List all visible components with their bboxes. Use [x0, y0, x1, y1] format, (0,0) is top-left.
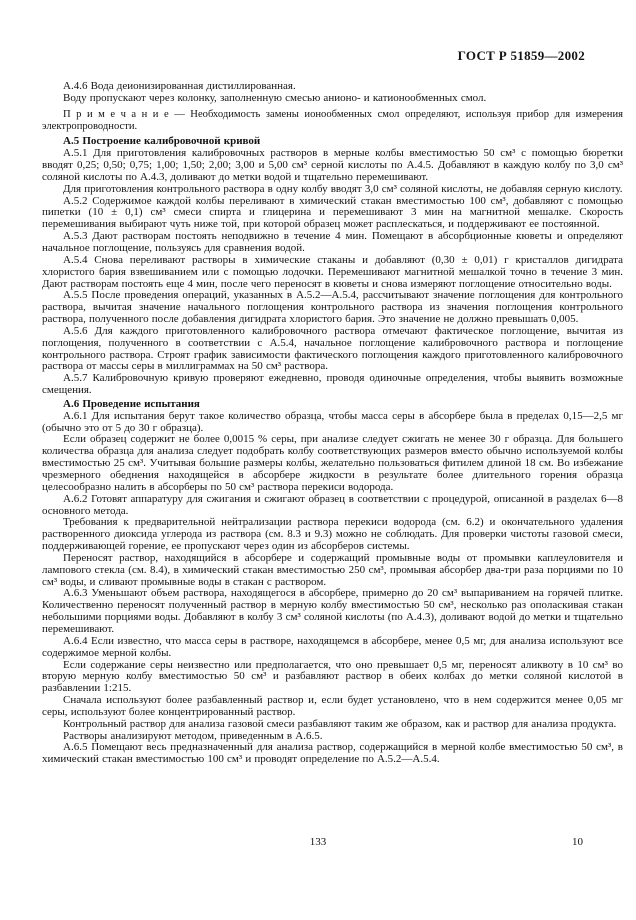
- para-a-4-6: А.4.6 Вода деионизированная дистиллированная.: [63, 80, 296, 92]
- standard-number: ГОСТ Р 51859—2002: [457, 48, 585, 63]
- heading-a6: А.6 Проведение испытания: [63, 397, 200, 410]
- para-a-6-5: А.6.5 Помещают весь предназначенный для анализа раствор, содержащийся в мерной колбе вместимостью 50 см³, в химический стакан вместимостью 100 см³ и проводят определение по А.5.2—А.5.4.: [42, 741, 623, 766]
- para-diluted-first: Сначала используют более разбавленный раствор и, если будет установлено, что в нем содержится менее 0,05 мг серы, используют более концентрированный раствор.: [42, 694, 623, 718]
- para-transfer-solution: Переносят раствор, находящийся в абсорбере и содержащий промывные воды от промывки каплеуловителя и лампового стекла (см. 8.4), в химический стакан вместимостью 250 см³, промывая абсорбер два-три раза порциями по 10 см³ воды, и сливают промывные воды в стакан с раствором.: [42, 551, 623, 588]
- para-analyze-method: Растворы анализируют методом, приведенным в А.6.5.: [63, 729, 323, 742]
- page-number-right: 10: [572, 836, 583, 848]
- para-a-5-6: А.5.6 Для каждого приготовленного калибровочного раствора отмечают фактическое поглощение, вычитая из поглощения, полученного в соответствии с А.5.4, начальное поглощение калибровочного раствора и поглощение контрольного раствора. Строят график зависимости фактического поглощения каждого приготовленного калибровочного раствора от массы серы в миллиграммах на 50 см³ раствора.: [42, 324, 623, 373]
- para-control-solution: Для приготовления контрольного раствора в одну колбу вводят 3,0 см³ соляной кислоты, не добавляя серную кислоту.: [63, 182, 623, 195]
- page-number: 133: [309, 836, 327, 848]
- document-body: [42, 81, 623, 766]
- para-control-dilution: Контрольный раствор для анализа газовой смеси разбавляют таким же образом, как и раствор для анализа продукта.: [63, 717, 617, 730]
- para-neutralization: Требования к предварительной нейтрализации раствора перекиси водорода (см. 6.2) и окончательного удаления растворенного диоксида углерода из раствора (см. 8.3 и 9.3) можно не соблюдать. Для проверки чистоты газовой смеси, поддерживающей горение, ее пропускают через один из абсорберов системы.: [42, 516, 623, 553]
- para-a-5-7: А.5.7 Калибровочную кривую проверяют ежедневно, проводя одиночные определения, чтобы выявить возможные смещения.: [42, 372, 623, 397]
- note-ion-exchange: П р и м е ч а н и е — Необходимость замены ионообменных смол определяют, используя прибор для измерения электропроводности.: [42, 108, 623, 132]
- para-a-5-1: А.5.1 Для приготовления калибровочных растворов в мерные колбы вместимостью 50 см³ с помощью бюретки вводят 0,25; 0,50; 0,75; 1,00; 1,50; 2,00; 3,00 и 5,00 см³ серной кислоты по А.4.5. Добавляют в каждую колбу по 3,0 см³ соляной кислоты по А.4.3, доливают до метки водой и тщательно перемешивают.: [42, 147, 623, 183]
- para-sample-burn: Если образец содержит не более 0,0015 % серы, при анализе следует сжигать не менее 30 г образца. Для большего количества образца для анализа следует подобрать колбу соответствующих размеров вместо обычно используемой колбы вместимостью 25 см³. Учитывая большие размеры колбы, желательно пользоваться фитилем длиной 18 см. Во избежание чрезмерного обеднения находящейся в абсорбере жидкости в результате более длительного горения образца целесообразно налить в абсорберы по 50 см³ раствора перекиси водорода.: [42, 433, 623, 493]
- para-a-6-1: А.6.1 Для испытания берут такое количество образца, чтобы масса серы в абсорбере была в пределах 0,15—2,5 мг (обычно это от 5 до 30 г образца).: [42, 409, 623, 434]
- para-a-5-3: А.5.3 Дают растворам постоять неподвижно в течение 4 мин. Помещают в абсорбционные кюветы и определяют начальное поглощение, пользуясь для сравнения водой.: [42, 230, 623, 254]
- para-a-5-4: А.5.4 Снова переливают растворы в химические стаканы и добавляют (0,30 ± 0,01) г кристаллов дигидрата хлористого бария взвешиванием или с помощью лодочки. Перемешивают магнитной мешалкой точно в течение 3 мин. Дают растворам постоять еще 4 мин, после чего переносят в кюветы и снова измеряют поглощение относительно воды.: [42, 253, 623, 290]
- para-a-6-3: А.6.3 Уменьшают объем раствора, находящегося в абсорбере, примерно до 20 см³ выпариванием на горячей плитке. Количественно переносят полученный раствор в мерную колбу вместимостью 50 см³, несколько раз ополаскивая стакан небольшими порциями воды. Добавляют в колбу 3 см³ соляной кислоты (по А.4.3), доливают водой до метки и тщательно перемешивают.: [42, 587, 623, 635]
- para-a-6-2: А.6.2 Готовят аппаратуру для сжигания и сжигают образец в соответствии с процедурой, описанной в разделах 6—8 основного метода.: [42, 492, 623, 517]
- para-water-column: Воду пропускают через колонку, заполненную смесью анионо- и катионообменных смол.: [63, 91, 487, 104]
- heading-a5: А.5 Построение калибровочной кривой: [63, 135, 261, 148]
- para-a-5-2: А.5.2 Содержимое каждой колбы переливают в химический стакан вместимостью 100 см³, добавляют с помощью пипетки (10 ± 0,1) см³ смеси спирта и глицерина и перемешивают 3 мин на магнитной мешалке. Скорость перемешивания выбирают чуть ниже той, при которой образец может расплескаться, и поддерживают ее постоянной.: [42, 194, 623, 231]
- para-a-6-4: А.6.4 Если известно, что масса серы в растворе, находящемся в абсорбере, менее 0,5 мг, для анализа используют все содержимое мерной колбы.: [42, 634, 623, 659]
- para-aliquot: Если содержание серы неизвестно или предполагается, что оно превышает 0,5 мг, переносят аликвоту в 10 см³ во вторую мерную колбу вместимостью 50 см³ и разбавляют раствор в обеих колбах до метки соляной кислотой в разбавлении 1:215.: [42, 658, 623, 695]
- para-a-5-5: А.5.5 После проведения операций, указанных в А.5.2—А.5.4, рассчитывают значение поглощения для контрольного раствора, вычитая значение начального поглощения контрольного раствора из значения поглощения контрольного раствора, полученного после добавления дигидрата хлористого бария. Это значение не должно превышать 0,005.: [42, 289, 623, 326]
